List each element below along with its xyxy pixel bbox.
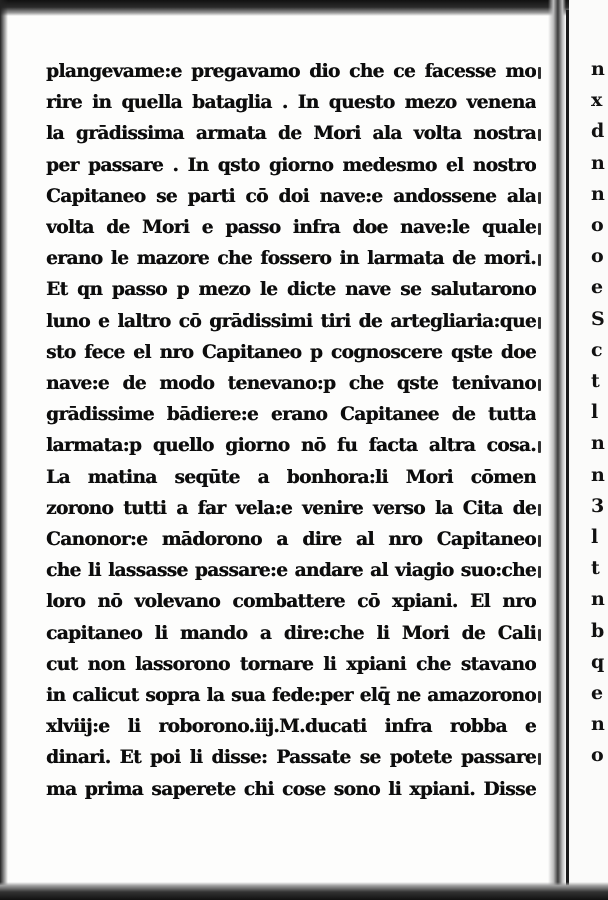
text-line: che li lassasse passare:e andare al viagio suo:che bbox=[46, 560, 536, 582]
text-line: loro nō volevano combattere cō xpiani. El nro bbox=[46, 591, 536, 613]
adjacent-page-fragment: q bbox=[591, 650, 605, 673]
margin-mark bbox=[538, 317, 541, 329]
margin-mark bbox=[538, 379, 541, 391]
margin-mark bbox=[538, 67, 541, 79]
page-text-block bbox=[46, 58, 536, 818]
text-line: luno e laltro cō grādissimi tiri de artegliaria:que bbox=[46, 310, 536, 332]
text-line: dinari. Et poi li disse: Passate se potete passare bbox=[46, 747, 536, 769]
margin-mark bbox=[538, 691, 541, 703]
text-line: rire in quella bataglia . In questo mezo venena bbox=[46, 92, 536, 114]
text-line: in calicut sopra la sua fede:per elq̄ ne amazorono bbox=[46, 685, 536, 706]
adjacent-page-fragment: 3 bbox=[591, 494, 605, 517]
text-line: Capitaneo se parti cō doi nave:e andossene ala bbox=[46, 185, 536, 207]
margin-mark bbox=[538, 535, 541, 547]
scan-edge-top bbox=[0, 0, 608, 16]
margin-mark bbox=[538, 504, 541, 516]
margin-mark bbox=[538, 441, 541, 453]
margin-mark bbox=[538, 566, 541, 578]
adjacent-page-edge bbox=[569, 0, 608, 900]
book-gutter bbox=[548, 0, 566, 900]
text-line: larmata:p quello giorno nō fu facta altra cosa. bbox=[46, 435, 536, 457]
adjacent-page-fragment: d bbox=[591, 120, 605, 143]
margin-mark bbox=[538, 129, 541, 141]
margin-mark bbox=[538, 192, 541, 204]
adjacent-page-fragment: n bbox=[591, 58, 605, 80]
adjacent-page-fragment: l bbox=[591, 526, 599, 548]
adjacent-page-fragment: x bbox=[591, 89, 603, 112]
text-line: plangevame:e pregavamo dio che ce facesse mo bbox=[46, 61, 536, 82]
text-line: cut non lassorono tornare li xpiani che stavano bbox=[46, 653, 536, 675]
scan-edge-bottom bbox=[0, 882, 608, 900]
adjacent-page-fragment: e bbox=[591, 276, 604, 299]
text-line: Et qn passo p mezo le dicte nave se salutarono bbox=[46, 279, 536, 301]
text-line: Canonor:e mādorono a dire al nro Capitaneo bbox=[46, 529, 536, 550]
text-line: nave:e de modo tenevano:p che qste tenivano bbox=[46, 373, 536, 394]
adjacent-page-fragment: n bbox=[591, 151, 605, 174]
text-line: per passare . In qsto giorno medesmo el nostro bbox=[46, 154, 536, 176]
margin-mark bbox=[538, 753, 541, 765]
margin-mark bbox=[538, 254, 541, 266]
adjacent-page-fragment: n bbox=[591, 182, 605, 205]
adjacent-page-fragment: l bbox=[591, 401, 599, 424]
adjacent-page-fragment: S bbox=[591, 307, 605, 330]
adjacent-page-fragment: o bbox=[591, 744, 604, 767]
text-line: sto fece el nro Capitaneo p cognoscere qste doe bbox=[46, 341, 536, 363]
text-line: la grādissima armata de Mori ala volta nostra bbox=[46, 123, 536, 145]
adjacent-page-fragment: n bbox=[591, 713, 605, 736]
adjacent-page-fragment: n bbox=[591, 463, 605, 486]
adjacent-page-fragment: t bbox=[591, 370, 600, 392]
text-line: capitaneo li mando a dire:che li Mori de Cali bbox=[46, 622, 536, 644]
text-line: grādissime bādiere:e erano Capitanee de tutta bbox=[46, 404, 536, 426]
adjacent-page-fragment: n bbox=[591, 588, 605, 611]
text-line: zorono tutti a far vela:e venire verso la Cita de bbox=[46, 497, 536, 519]
adjacent-page-fragment: b bbox=[591, 619, 605, 642]
scan-edge-left bbox=[0, 0, 8, 900]
adjacent-page-fragment: o bbox=[591, 214, 604, 236]
adjacent-page-fragment: o bbox=[591, 245, 604, 268]
text-line: ma prima saperete chi cose sono li xpiani. Disse bbox=[46, 778, 536, 800]
text-line: erano le mazore che fossero in larmata de mori. bbox=[46, 248, 536, 270]
text-line: xlviij:e li roborono.iij.M.ducati infra robba e bbox=[46, 716, 536, 738]
adjacent-page-fragment: t bbox=[591, 557, 600, 580]
text-line: La matina seqūte a bonhora:li Mori cōmen bbox=[46, 466, 536, 488]
adjacent-page-fragment: c bbox=[591, 338, 603, 361]
margin-mark bbox=[538, 223, 541, 235]
adjacent-page-fragment: e bbox=[591, 682, 604, 704]
text-line: volta de Mori e passo infra doe nave:le quale bbox=[46, 217, 536, 238]
right-margin-marks bbox=[538, 58, 548, 818]
margin-mark bbox=[538, 629, 541, 641]
adjacent-page-fragment: n bbox=[591, 432, 605, 455]
